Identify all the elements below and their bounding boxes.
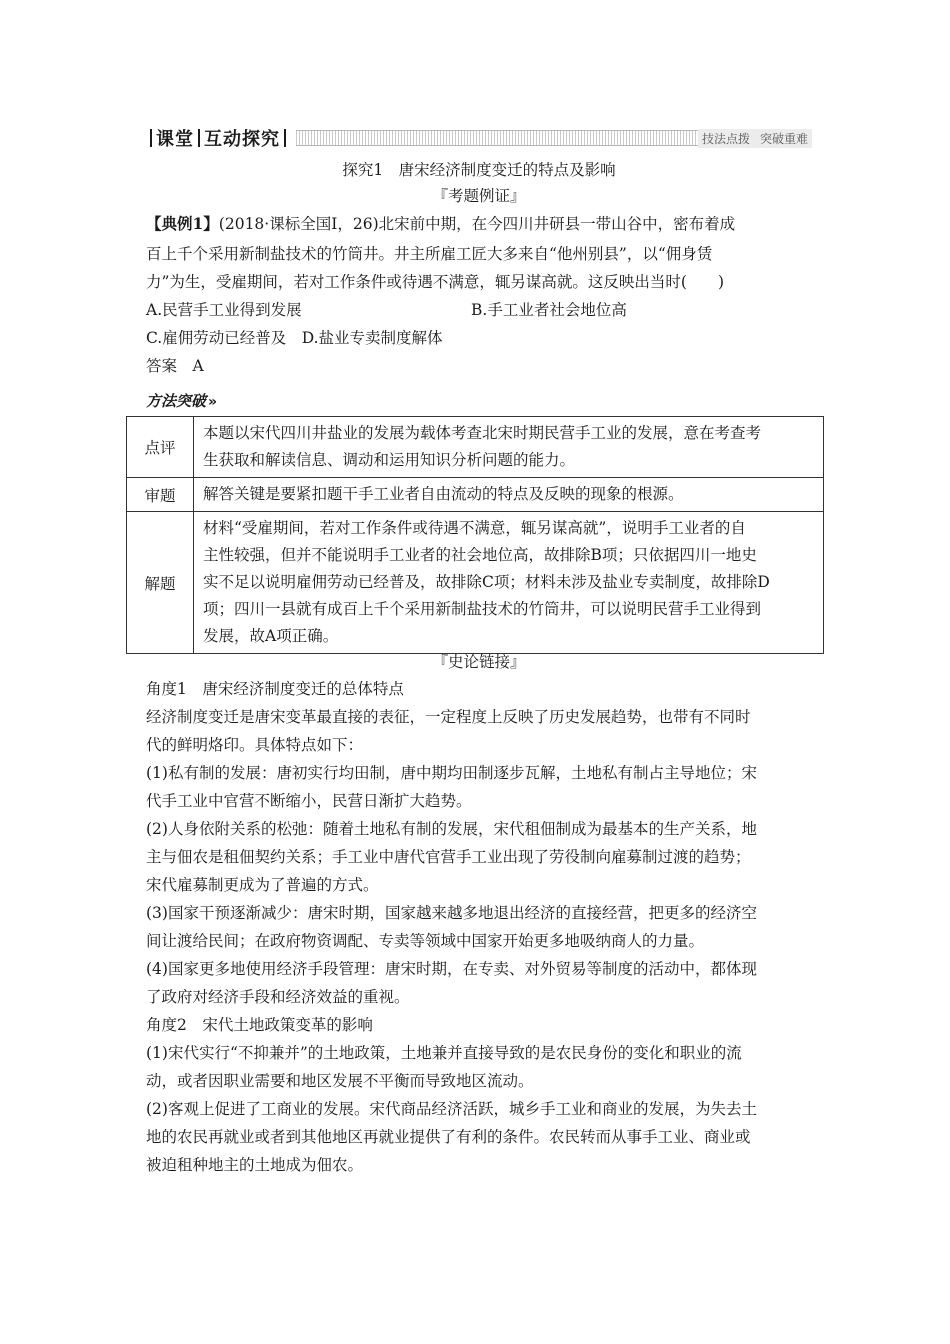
review-line: 本题以宋代四川井盐业的发展为载体考查北宋时期民营手工业的发展，意在考查考 bbox=[203, 424, 762, 442]
banner-divider bbox=[284, 129, 286, 147]
section-banner bbox=[146, 128, 812, 148]
row-head-question-read: 审题 bbox=[127, 478, 194, 512]
history-line: (1)私有制的发展：唐初实行均田制，唐中期均田制逐步瓦解，土地私有制占主导地位；宋 bbox=[146, 764, 757, 782]
analysis-row bbox=[127, 478, 824, 512]
solution-line: 实不足以说明雇佣劳动已经普及，故排除C项；材料未涉及盐业专卖制度，故排除D bbox=[203, 573, 770, 591]
banner-title-part2: 互动探究 bbox=[204, 129, 280, 150]
banner-right-label1: 技法点拨 bbox=[701, 131, 750, 146]
history-line: (4)国家更多地使用经济手段管理：唐宋时期，在专卖、对外贸易等制度的活动中，都体现 bbox=[146, 960, 757, 978]
double-chevron-icon: » bbox=[208, 394, 218, 410]
example-text-1: (2018·课标全国Ⅰ，26)北宋前中期，在今四川井研县一带山谷中，密布着成 bbox=[218, 215, 736, 233]
solution-line: 主性较强，但并不能说明手工业者的社会地位高，故排除B项；只依据四川一地史 bbox=[203, 546, 757, 564]
banner-right-labels bbox=[698, 129, 812, 148]
example-tag: 【典例1】 bbox=[146, 214, 219, 233]
history-heading: 『史论链接』 bbox=[432, 653, 526, 671]
history-line: 被迫租种地主的土地成为佃农。 bbox=[146, 1156, 364, 1174]
history-line: (1)宋代实行“不抑兼并”的土地政策，土地兼并直接导致的是农民身份的变化和职业的流 bbox=[146, 1044, 742, 1062]
option-a: A.民营手工业得到发展 bbox=[146, 301, 302, 319]
row-head-solution: 解题 bbox=[127, 512, 194, 654]
history-line: (3)国家干预逐渐减少：唐宋时期，国家越来越多地退出经济的直接经营，把更多的经济空 bbox=[146, 904, 757, 922]
example-line-1 bbox=[146, 214, 735, 234]
history-line: 地的农民再就业或者到其他地区再就业提供了有利的条件。农民转而从事手工业、商业或 bbox=[146, 1128, 751, 1146]
history-line: (2)人身依附关系的松弛：随着土地私有制的发展，宋代租佃制成为最基本的生产关系，地 bbox=[146, 820, 757, 838]
analysis-table bbox=[126, 416, 824, 654]
banner-title-part1: 课堂 bbox=[156, 129, 194, 150]
example-line-2: 百上千个采用新制盐技术的竹筒井。井主所雇工匠大多来自“他州别县”，以“佣身赁 bbox=[146, 245, 713, 263]
banner-pattern bbox=[296, 130, 698, 146]
history-line: 代的鲜明烙印。具体特点如下： bbox=[146, 736, 364, 754]
history-line: (2)客观上促进了工商业的发展。宋代商品经济活跃，城乡手工业和商业的发展，为失去土 bbox=[146, 1100, 757, 1118]
method-heading bbox=[146, 390, 217, 411]
banner-divider bbox=[198, 129, 200, 147]
question-read-line: 解答关键是要紧扣题干手工业者自由流动的特点及反映的现象的根源。 bbox=[203, 485, 684, 503]
history-line: 了政府对经济手段和经济效益的重视。 bbox=[146, 988, 410, 1006]
solution-line: 项；四川一县就有成百上千个采用新制盐技术的竹筒井，可以说明民营手工业得到 bbox=[203, 600, 762, 618]
history-line: 主与佃农是租佃契约关系；手工业中唐代官营手工业出现了劳役制向雇募制过渡的趋势； bbox=[146, 848, 751, 866]
history-line: 动，或者因职业需要和地区发展不平衡而导致地区流动。 bbox=[146, 1072, 534, 1090]
banner-divider bbox=[150, 129, 152, 147]
solution-line: 发展，故A项正确。 bbox=[203, 627, 339, 645]
history-line: 经济制度变迁是唐宋变革最直接的表征，一定程度上反映了历史发展趋势，也带有不同时 bbox=[146, 708, 751, 726]
history-line: 宋代雇募制更成为了普遍的方式。 bbox=[146, 876, 379, 894]
row-body-question-read bbox=[194, 478, 824, 512]
option-b: B.手工业者社会地位高 bbox=[471, 301, 627, 319]
solution-line: 材料“受雇期间，若对工作条件或待遇不满意，辄另谋高就”，说明手工业者的自 bbox=[203, 519, 746, 537]
analysis-row bbox=[127, 417, 824, 478]
banner-right-label2: 突破重难 bbox=[759, 131, 808, 146]
banner-title bbox=[146, 125, 290, 151]
history-line: 代手工业中官营不断缩小，民营日渐扩大趋势。 bbox=[146, 792, 472, 810]
example-heading: 『考题例证』 bbox=[432, 187, 526, 205]
row-body-review bbox=[194, 417, 824, 478]
method-label: 方法突破 bbox=[146, 392, 207, 410]
history-line: 间让渡给民间；在政府物资调配、专卖等领域中国家开始更多地吸纳商人的力量。 bbox=[146, 932, 705, 950]
history-line: 角度2 宋代土地政策变革的影响 bbox=[146, 1016, 373, 1034]
answer: 答案 A bbox=[146, 357, 204, 375]
section-title: 探究1 唐宋经济制度变迁的特点及影响 bbox=[342, 161, 616, 179]
row-body-solution bbox=[194, 512, 824, 654]
history-line: 角度1 唐宋经济制度变迁的总体特点 bbox=[146, 680, 404, 698]
review-line: 生获取和解读信息、调动和运用知识分析问题的能力。 bbox=[203, 451, 576, 469]
example-line-3: 力”为生，受雇期间，若对工作条件或待遇不满意，辄另谋高就。这反映出当时( ) bbox=[146, 273, 725, 291]
row-head-review: 点评 bbox=[127, 417, 194, 478]
option-c-d: C.雇佣劳动已经普及 D.盐业专卖制度解体 bbox=[146, 329, 443, 347]
analysis-row bbox=[127, 512, 824, 654]
